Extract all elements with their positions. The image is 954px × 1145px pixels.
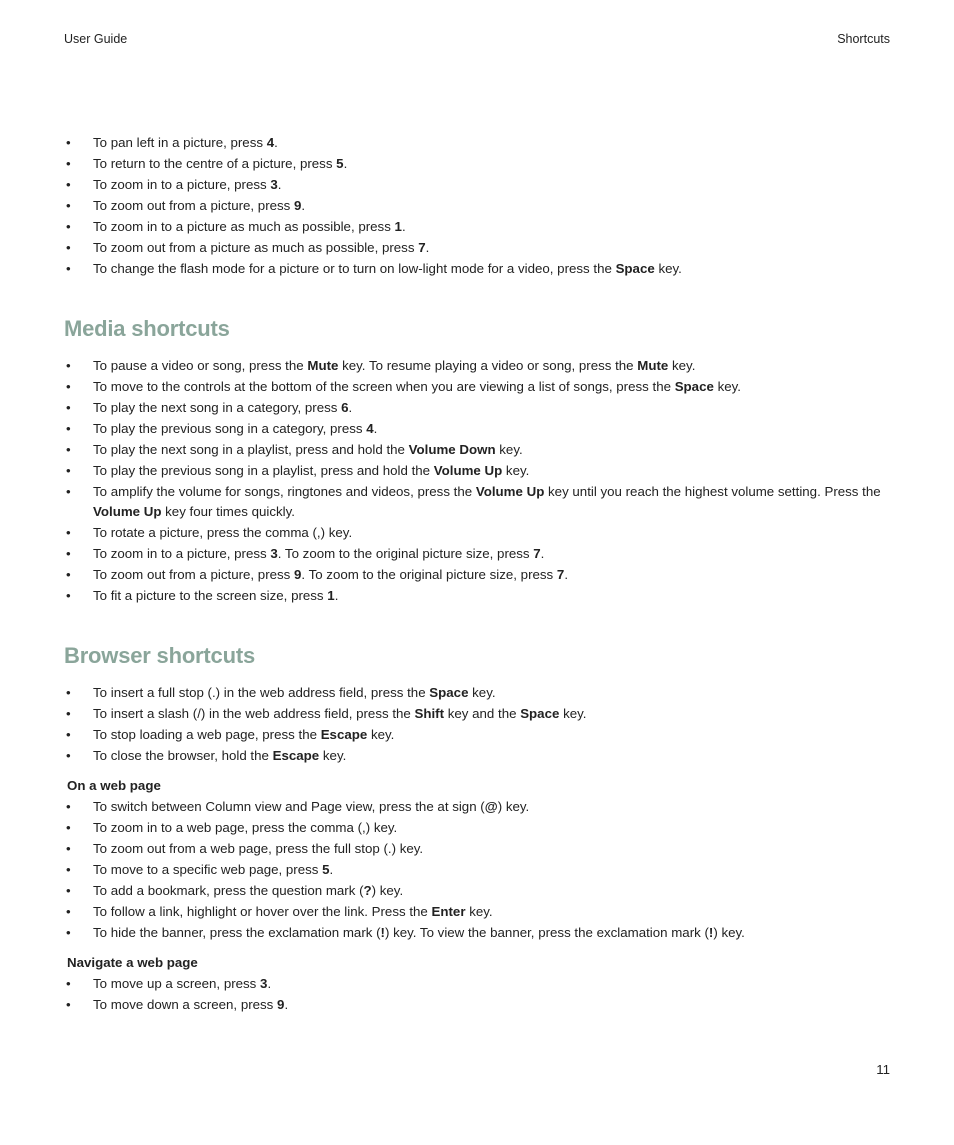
list-item	[64, 902, 890, 922]
item-text: .	[373, 421, 378, 436]
key-name: 5	[322, 862, 330, 877]
key-name: ?	[363, 883, 372, 898]
item-text: To stop loading a web page, press the	[93, 727, 321, 742]
item-text: To insert a slash (/) in the web address field, press the	[93, 706, 415, 721]
bullet-glyph: •	[66, 727, 71, 742]
bullet-glyph: •	[66, 525, 71, 540]
item-text: To play the previous song in a playlist, press and hold the	[93, 463, 434, 478]
key-name: Shift	[414, 706, 445, 721]
list-item	[64, 797, 890, 817]
item-text: To zoom out from a picture, press	[93, 198, 295, 213]
list-item	[64, 356, 890, 376]
item-text: To amplify the volume for songs, ringtones and videos, press the	[93, 484, 476, 499]
key-name: 5	[336, 156, 344, 171]
key-name: 3	[270, 546, 278, 561]
item-text: To hide the banner, press the exclamation mark (	[93, 925, 381, 940]
bullet-glyph: •	[66, 904, 71, 919]
bullet-glyph: •	[66, 976, 71, 991]
key-name: 9	[294, 567, 302, 582]
item-text: .	[401, 219, 406, 234]
item-text: To change the flash mode for a picture or to turn on low-light mode for a video, press the	[93, 261, 616, 276]
bullet-glyph: •	[66, 400, 71, 415]
item-text: key.	[502, 463, 530, 478]
bullet-glyph: •	[66, 685, 71, 700]
key-name: Enter	[431, 904, 466, 919]
key-name: 4	[266, 135, 275, 150]
camera-shortcut-list	[64, 133, 890, 279]
list-item	[64, 482, 890, 522]
item-text: ) key. To view the banner, press the exclamation mark (	[384, 925, 709, 940]
bullet-glyph: •	[66, 997, 71, 1012]
item-text: .	[334, 588, 339, 603]
bullet-glyph: •	[66, 463, 71, 478]
header-doc-title: User Guide	[64, 32, 128, 46]
list-item	[64, 523, 890, 543]
key-name: Mute	[637, 358, 669, 373]
key-name: !	[708, 925, 714, 940]
item-text: key four times quickly.	[161, 504, 295, 519]
list-item	[64, 175, 890, 195]
bullet-glyph: •	[66, 748, 71, 763]
item-text: To rotate a picture, press the comma (,) key.	[93, 525, 353, 540]
web-page-shortcut-list	[64, 797, 890, 943]
key-name: Space	[615, 261, 655, 276]
item-text: To zoom in to a picture as much as possible, press	[93, 219, 395, 234]
item-text: To insert a full stop (.) in the web address field, press the	[93, 685, 430, 700]
item-text: .	[284, 997, 289, 1012]
item-text: To move down a screen, press	[93, 997, 278, 1012]
bullet-glyph: •	[66, 219, 71, 234]
header-chapter-title: Shortcuts	[837, 32, 890, 46]
item-text: key. To resume playing a video or song, press the	[338, 358, 638, 373]
item-text: To pan left in a picture, press	[93, 135, 267, 150]
list-item	[64, 881, 890, 901]
item-text: key.	[319, 748, 347, 763]
list-item	[64, 377, 890, 397]
list-item	[64, 974, 890, 994]
bullet-glyph: •	[66, 567, 71, 582]
item-text: To switch between Column view and Page view, press the at sign (	[93, 799, 485, 814]
item-text: .	[343, 156, 348, 171]
key-name: 7	[556, 567, 565, 582]
key-name: 9	[277, 997, 285, 1012]
key-name: 7	[533, 546, 541, 561]
navigate-web-page-subheading: Navigate a web page	[67, 955, 198, 970]
list-item	[64, 818, 890, 838]
item-text: .	[301, 198, 306, 213]
browser-shortcuts-heading: Browser shortcuts	[64, 643, 255, 668]
key-name: @	[484, 799, 498, 814]
item-text: To add a bookmark, press the question mark (	[93, 883, 364, 898]
item-text: To follow a link, highlight or hover over the link. Press the	[93, 904, 432, 919]
list-item	[64, 995, 890, 1015]
item-text: key.	[468, 685, 496, 700]
list-item	[64, 461, 890, 481]
list-item	[64, 860, 890, 880]
bullet-glyph: •	[66, 261, 71, 276]
item-text: key.	[367, 727, 395, 742]
list-item	[64, 196, 890, 216]
item-text: To zoom out from a picture as much as possible, press	[93, 240, 419, 255]
item-text: To play the next song in a category, press	[93, 400, 342, 415]
bullet-glyph: •	[66, 820, 71, 835]
key-name: Escape	[272, 748, 320, 763]
item-text: . To zoom to the original picture size, press	[277, 546, 534, 561]
bullet-glyph: •	[66, 379, 71, 394]
list-item	[64, 238, 890, 258]
running-header	[64, 32, 890, 50]
item-text: .	[425, 240, 430, 255]
page-number: 11	[876, 1062, 890, 1077]
list-item	[64, 440, 890, 460]
item-text: To move to the controls at the bottom of the screen when you are viewing a list of songs, press the	[93, 379, 675, 394]
list-item	[64, 565, 890, 585]
key-name: 7	[418, 240, 426, 255]
item-text: .	[348, 400, 353, 415]
bullet-glyph: •	[66, 240, 71, 255]
list-item	[64, 704, 890, 724]
item-text: To fit a picture to the screen size, press	[93, 588, 328, 603]
bullet-glyph: •	[66, 156, 71, 171]
list-item	[64, 923, 890, 943]
key-name: Mute	[307, 358, 339, 373]
list-item	[64, 398, 890, 418]
navigate-shortcut-list	[64, 974, 890, 1015]
list-item	[64, 419, 890, 439]
bullet-glyph: •	[66, 706, 71, 721]
bullet-glyph: •	[66, 421, 71, 436]
item-text: To zoom out from a picture, press	[93, 567, 295, 582]
item-text: To zoom in to a picture, press	[93, 546, 271, 561]
bullet-glyph: •	[66, 883, 71, 898]
key-name: Escape	[320, 727, 368, 742]
item-text: To zoom in to a picture, press	[93, 177, 271, 192]
key-name: 3	[270, 177, 278, 192]
page-content	[64, 133, 890, 1016]
key-name: Space	[520, 706, 560, 721]
item-text: To play the previous song in a category, press	[93, 421, 367, 436]
item-text: .	[267, 976, 272, 991]
bullet-glyph: •	[66, 442, 71, 457]
bullet-glyph: •	[66, 925, 71, 940]
list-item	[64, 839, 890, 859]
bullet-glyph: •	[66, 841, 71, 856]
list-item	[64, 586, 890, 606]
bullet-glyph: •	[66, 862, 71, 877]
on-web-page-subheading: On a web page	[67, 778, 161, 793]
bullet-glyph: •	[66, 588, 71, 603]
item-text: key.	[495, 442, 523, 457]
key-name: !	[380, 925, 385, 940]
item-text: To move to a specific web page, press	[93, 862, 323, 877]
item-text: To pause a video or song, press the	[93, 358, 308, 373]
key-name: 3	[260, 976, 268, 991]
item-text: .	[274, 135, 278, 150]
key-name: Volume Down	[408, 442, 496, 457]
bullet-glyph: •	[66, 177, 71, 192]
bullet-glyph: •	[66, 546, 71, 561]
bullet-glyph: •	[66, 484, 71, 499]
list-item	[64, 683, 890, 703]
item-text: key.	[713, 379, 741, 394]
key-name: Volume Up	[433, 463, 503, 478]
list-item	[64, 154, 890, 174]
list-item	[64, 544, 890, 564]
item-text: .	[540, 546, 545, 561]
item-text: .	[277, 177, 282, 192]
item-text: . To zoom to the original picture size, press	[301, 567, 557, 582]
key-name: Space	[674, 379, 714, 394]
key-name: Volume Up	[93, 504, 162, 519]
list-item	[64, 259, 890, 279]
key-name: 4	[366, 421, 374, 436]
item-text: ) key.	[371, 883, 404, 898]
key-name: 6	[341, 400, 349, 415]
item-text: key.	[559, 706, 587, 721]
list-item	[64, 217, 890, 237]
media-shortcuts-heading: Media shortcuts	[64, 316, 230, 341]
list-item	[64, 746, 890, 766]
item-text: ) key.	[497, 799, 530, 814]
item-text: key.	[668, 358, 696, 373]
media-shortcut-list	[64, 356, 890, 606]
item-text: To move up a screen, press	[93, 976, 261, 991]
key-name: Space	[429, 685, 469, 700]
item-text: ) key.	[713, 925, 745, 940]
key-name: Volume Up	[475, 484, 545, 499]
item-text: To play the next song in a playlist, press and hold the	[93, 442, 409, 457]
list-item	[64, 725, 890, 745]
item-text: .	[329, 862, 334, 877]
item-text: To return to the centre of a picture, press	[93, 156, 337, 171]
key-name: 9	[294, 198, 302, 213]
bullet-glyph: •	[66, 135, 71, 150]
item-text: key and the	[444, 706, 521, 721]
item-text: To zoom in to a web page, press the comma (,) key.	[93, 820, 398, 835]
item-text: key.	[654, 261, 682, 276]
browser-shortcut-list	[64, 683, 890, 766]
item-text: key until you reach the highest volume setting. Press the	[544, 484, 881, 499]
key-name: 1	[327, 588, 335, 603]
bullet-glyph: •	[66, 358, 71, 373]
list-item	[64, 133, 890, 153]
item-text: .	[564, 567, 569, 582]
bullet-glyph: •	[66, 799, 71, 814]
item-text: To zoom out from a web page, press the full stop (.) key.	[93, 841, 424, 856]
bullet-glyph: •	[66, 198, 71, 213]
item-text: key.	[465, 904, 493, 919]
item-text: To close the browser, hold the	[93, 748, 273, 763]
key-name: 1	[394, 219, 402, 234]
